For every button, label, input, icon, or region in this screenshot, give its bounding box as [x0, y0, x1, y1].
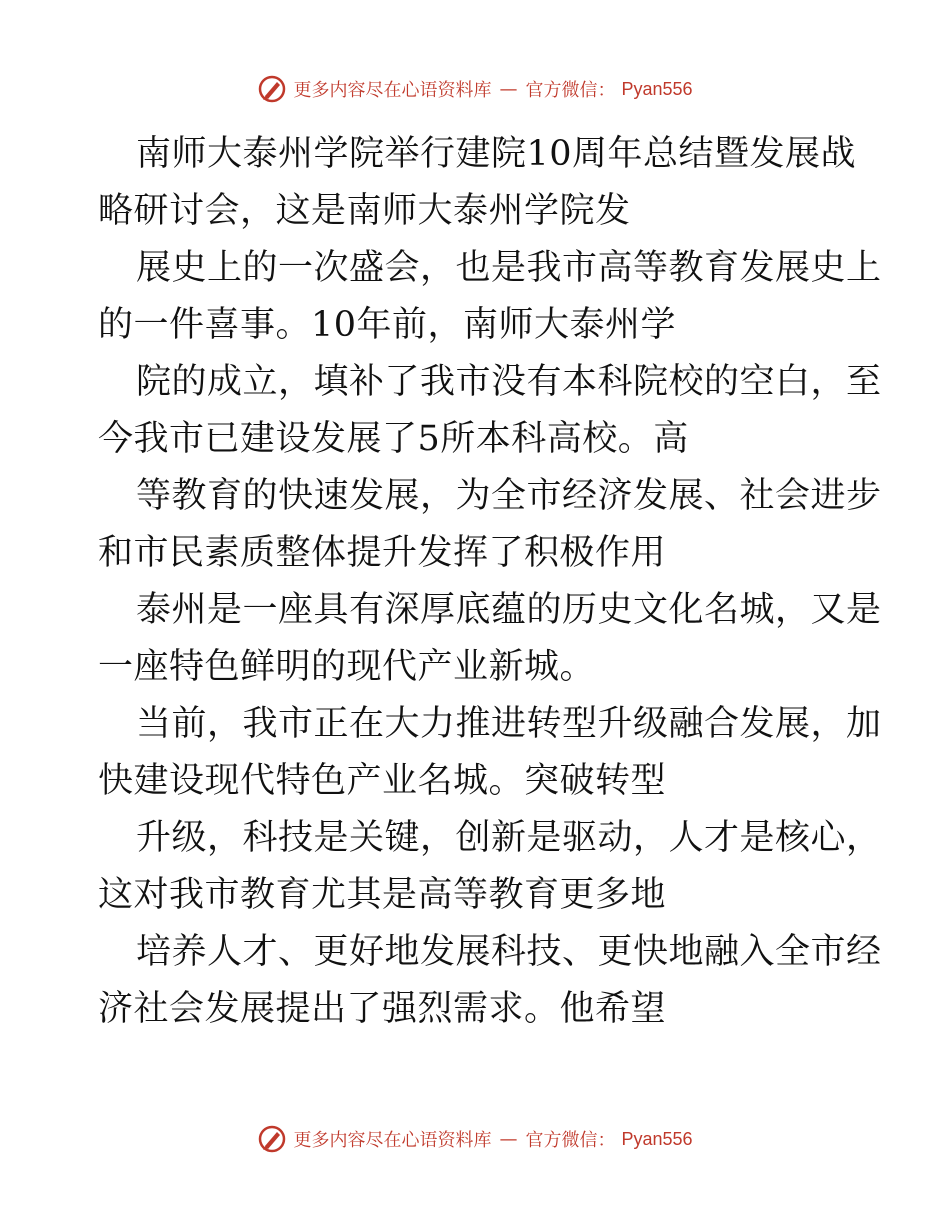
text-line: 等教育的快速发展，为全市经济发展、社会进步 — [136, 476, 882, 516]
pen-seal-icon — [257, 74, 287, 104]
text-line: 的一件喜事。10年前，南师大泰州学 — [98, 305, 677, 345]
watermark-text: 更多内容尽在心语资料库 — [293, 1130, 492, 1151]
text-line: 济社会发展提出了强烈需求。他希望 — [98, 989, 667, 1029]
watermark-text: 更多内容尽在心语资料库 — [293, 80, 492, 101]
text-line: 这对我市教育尤其是高等教育更多地 — [98, 875, 667, 915]
watermark-wechat-id: Pyan556 — [621, 1128, 693, 1149]
text-line: 略研讨会，这是南师大泰州学院发 — [98, 191, 631, 231]
text-line: 当前，我市正在大力推进转型升级融合发展，加 — [136, 704, 882, 744]
text-line: 快建设现代特色产业名城。突破转型 — [98, 761, 667, 801]
document-body — [98, 126, 882, 1038]
watermark-wechat-label: 官方微信： — [525, 80, 616, 101]
text-line: 今我市已建设发展了5所本科高校。高 — [98, 419, 689, 459]
watermark-wechat-id: Pyan556 — [621, 78, 693, 99]
text-line: 和市民素质整体提升发挥了积极作用 — [98, 533, 667, 573]
footer-watermark — [0, 1124, 950, 1154]
watermark-dash: — — [499, 78, 518, 100]
text-line: 泰州是一座具有深厚底蕴的历史文化名城，又是 — [136, 590, 882, 630]
text-line: 一座特色鲜明的现代产业新城。 — [98, 647, 596, 687]
text-line: 南师大泰州学院举行建院10周年总结暨发展战 — [136, 134, 857, 174]
header-watermark — [0, 74, 950, 104]
pen-seal-icon — [257, 1124, 287, 1154]
text-line: 院的成立，填补了我市没有本科院校的空白，至 — [136, 362, 882, 402]
watermark-dash: — — [499, 1128, 518, 1150]
text-line: 展史上的一次盛会，也是我市高等教育发展史上 — [136, 248, 882, 288]
text-line: 升级，科技是关键，创新是驱动，人才是核心， — [136, 818, 882, 858]
watermark-wechat-label: 官方微信： — [525, 1130, 616, 1151]
text-line: 培养人才、更好地发展科技、更快地融入全市经 — [136, 932, 882, 972]
